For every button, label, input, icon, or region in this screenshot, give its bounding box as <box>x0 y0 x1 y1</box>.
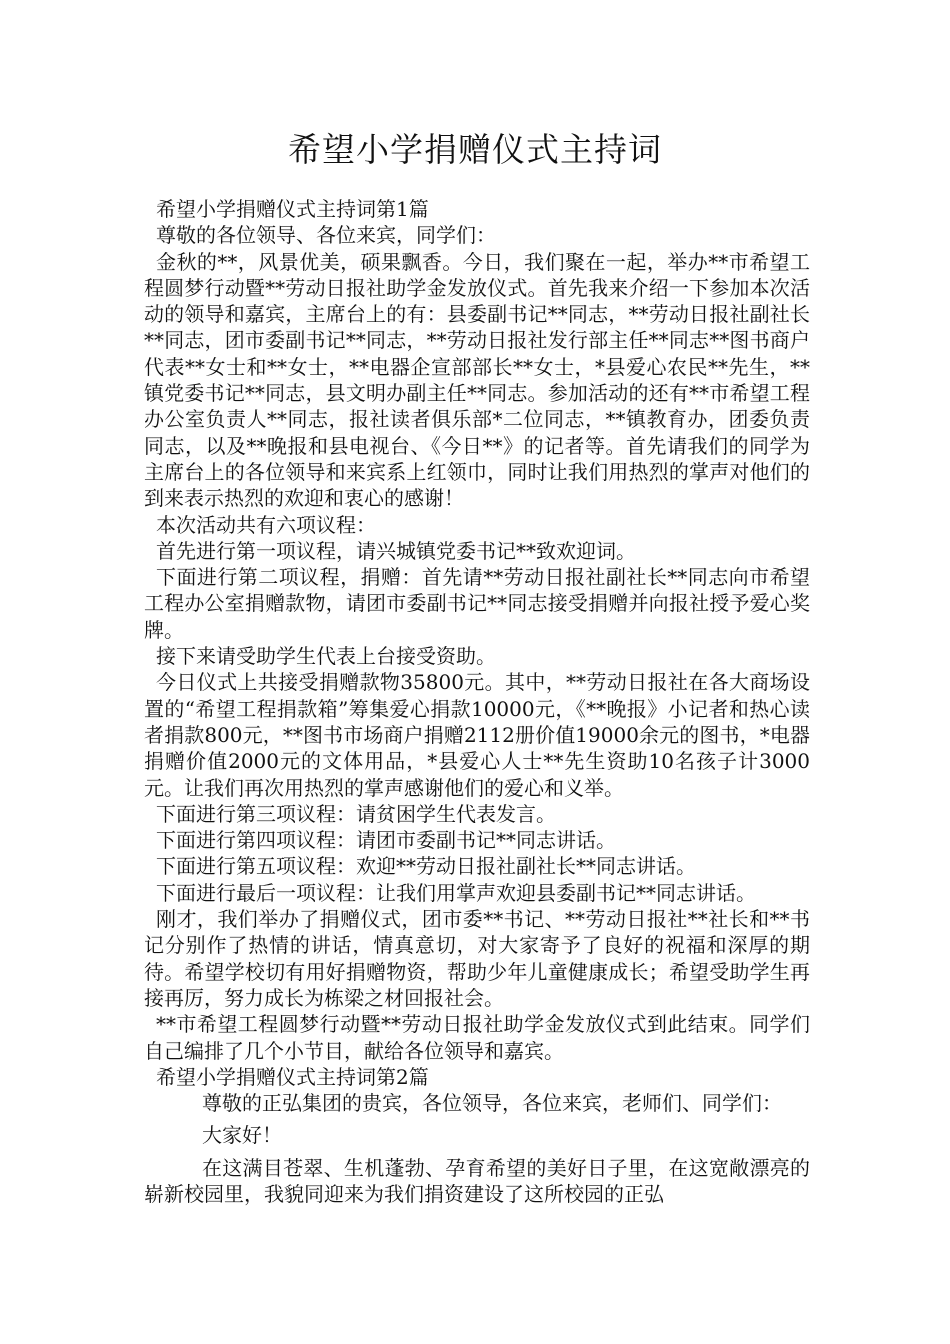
salutation-paragraph-2: 尊敬的正弘集团的贵宾，各位领导，各位来宾，老师们、同学们： <box>202 1091 782 1116</box>
agenda-item-5: 下面进行第五项议程：欢迎**劳动日报社副社长**同志讲话。 <box>156 854 696 879</box>
section-heading-1: 希望小学捐赠仪式主持词第1篇 <box>156 197 429 221</box>
intro-paragraph: 金秋的**，风景优美，硕果飘香。今日，我们聚在一起，举办**市希望工程圆梦行动暨**劳动日报社助学金发放仪式。首先我来介绍一下参加本次活动的领导和嘉宾，主席台上的有：县委副书记**同志，**劳动日报社副社长**同志，团市委副书记**同志，**劳动日报社发行部主任**同志**图书商户代表**女士和**女士，**电器企宣部部长**女士，*县爱心农民**先生，**镇党委书记**同志，县文明办副主任**同志。参加活动的还有**市希望工程办公室负责人**同志，报社读者俱乐部*二位同志，**镇教育办，团委负责同志，以及**晚报和县电视台、《今日**》的记者等。首先请我们的同学为主席台上的各位领导和来宾系上红领巾，同时让我们用热烈的掌声对他们的到来表示热烈的欢迎和衷心的感谢！ <box>144 249 810 511</box>
greeting-paragraph: 大家好！ <box>202 1123 282 1148</box>
closing-remarks-paragraph: 刚才，我们举办了捐赠仪式，团市委**书记、**劳动日报社**社长和**书记分别作了热情的讲话，情真意切，对大家寄予了良好的祝福和深厚的期待。希望学校切有用好捐赠物资，帮助少年儿童健康成长；希望受助学生再接再厉，努力成长为栋梁之材回报社会。 <box>144 907 810 1010</box>
closing-paragraph: **市希望工程圆梦行动暨**劳动日报社助学金发放仪式到此结束。同学们自己编排了几个小节目，献给各位领导和嘉宾。 <box>144 1012 810 1063</box>
agenda-item-final: 下面进行最后一项议程：让我们用掌声欢迎县委副书记**同志讲话。 <box>156 880 756 905</box>
section-heading-2: 希望小学捐赠仪式主持词第2篇 <box>156 1064 429 1089</box>
document-body <box>144 196 810 1207</box>
salutation-paragraph: 尊敬的各位领导、各位来宾，同学们： <box>156 223 496 248</box>
agenda-item-4: 下面进行第四项议程：请团市委副书记**同志讲话。 <box>156 828 616 853</box>
agenda-item-1: 首先进行第一项议程，请兴城镇党委书记**致欢迎词。 <box>156 538 636 563</box>
student-aid-paragraph: 接下来请受助学生代表上台接受资助。 <box>156 644 496 669</box>
opening-paragraph-2: 在这满目苍翠、生机蓬勃、孕育希望的美好日子里，在这宽敞漂亮的崭新校园里，我貌同迎来为我们捐资建设了这所校园的正弘 <box>144 1155 810 1206</box>
agenda-item-2: 下面进行第二项议程，捐赠：首先请**劳动日报社副社长**同志向市希望工程办公室捐赠款物，请团市委副书记**同志接受捐赠并向报社授予爱心奖牌。 <box>144 565 810 642</box>
document-title: 希望小学捐赠仪式主持词 <box>288 130 662 169</box>
agenda-intro-paragraph: 本次活动共有六项议程： <box>156 512 376 537</box>
donation-summary-paragraph: 今日仪式上共接受捐赠款物35800元。其中，**劳动日报社在各大商场设置的“希望工程捐款箱”筹集爱心捐款10000元，《**晚报》小记者和热心读者捐款800元，**图书市场商户捐赠2112册价值19000余元的图书，*电器捐赠价值2000元的文体用品，*县爱心人士**先生资助10名孩子计3000元。让我们再次用热烈的掌声感谢他们的爱心和义举。 <box>144 670 810 800</box>
agenda-item-3: 下面进行第三项议程：请贫困学生代表发言。 <box>156 801 556 826</box>
